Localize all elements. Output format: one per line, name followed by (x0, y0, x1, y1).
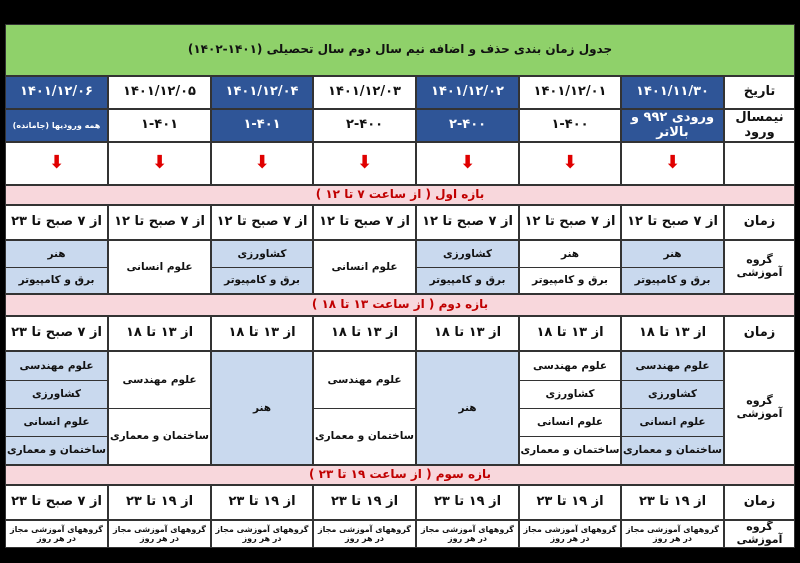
period2-label: بازه دوم ( از ساعت ۱۳ تا ۱۸ ) (5, 294, 795, 316)
period1-time-cell: از ۷ صبح تا ۱۲ (519, 205, 621, 240)
semester-cell: ۲-۴۰۰ (313, 109, 416, 142)
schedule-title: جدول زمان بندی حذف و اضافه نیم سال دوم سال تحصیلی (۱۴۰۱-۱۴۰۲) (5, 24, 795, 76)
group-item: علوم انسانی (126, 260, 193, 273)
period1-time-cell: از ۷ صبح تا ۱۲ (621, 205, 724, 240)
group-item: ساختمان و معماری (109, 408, 210, 464)
group-item: علوم مهندسی (532, 359, 608, 372)
period3-group-cell: گروههای آموزشی مجاز در هر روز (416, 520, 519, 548)
group-item: علوم انسانی (331, 260, 398, 273)
group-item: کشاورزی (443, 247, 492, 260)
group-item: کشاورزی (622, 380, 723, 408)
group-item: علوم مهندسی (327, 373, 402, 386)
period3-time-label: زمان (724, 485, 795, 520)
period3-time-cell: از ۱۹ تا ۲۳ (108, 485, 211, 520)
semester-cell: ۱-۴۰۱ (211, 109, 313, 142)
date-cell: ۱۴۰۱/۱۲/۰۱ (519, 76, 621, 109)
period2-time-cell: از ۱۳ تا ۱۸ (211, 316, 313, 351)
group-item: علوم انسانی (6, 408, 107, 436)
group-item: علوم مهندسی (19, 359, 94, 372)
period2-time-label: زمان (724, 316, 795, 351)
period2-group-cell (313, 351, 416, 465)
date-cell: ۱۴۰۱/۱۲/۰۳ (313, 76, 416, 109)
period3-group-cell: گروههای آموزشی مجاز در هر روز (621, 520, 724, 548)
down-arrow-icon: ⬇ (313, 142, 416, 185)
semester-cell: ۱-۴۰۱ (108, 109, 211, 142)
period3-time-cell: از ۱۹ تا ۲۳ (211, 485, 313, 520)
period1-group-cell (211, 240, 313, 294)
period2-time-cell: از ۱۳ تا ۱۸ (416, 316, 519, 351)
group-item: هنر (663, 247, 682, 260)
group-item: علوم انسانی (520, 408, 620, 436)
semester-cell: ورودی ۹۹۲ و بالاتر (621, 109, 724, 142)
group-item: ساختمان و معماری (520, 436, 620, 464)
semester-cell: ۱-۴۰۰ (519, 109, 621, 142)
period3-group-cell: گروههای آموزشی مجاز در هر روز (519, 520, 621, 548)
down-arrow-icon: ⬇ (621, 142, 724, 185)
period3-group-label: گروه آموزشی (724, 520, 795, 548)
period2-group-cell (416, 351, 519, 465)
down-arrow-icon: ⬇ (211, 142, 313, 185)
period1-time-cell: از ۷ صبح تا ۱۲ (313, 205, 416, 240)
period2-group-label: گروه آموزشی (724, 351, 795, 465)
period1-group-cell (621, 240, 724, 294)
group-item: کشاورزی (520, 380, 620, 408)
group-item: علوم مهندسی (635, 359, 710, 372)
date-cell: ۱۴۰۱/۱۲/۰۵ (108, 76, 211, 109)
down-arrow-icon: ⬇ (108, 142, 211, 185)
group-item: هنر (458, 401, 477, 414)
group-item: ساختمان و معماری (314, 408, 415, 464)
group-item: برق و کامپیوتر (520, 267, 620, 293)
group-item: برق و کامپیوتر (622, 267, 723, 293)
down-arrow-icon: ⬇ (519, 142, 621, 185)
period1-time-cell: از ۷ صبح تا ۲۳ (5, 205, 108, 240)
period3-label: بازه سوم ( از ساعت ۱۹ تا ۲۳ ) (5, 465, 795, 485)
date-cell: ۱۴۰۱/۱۲/۰۴ (211, 76, 313, 109)
period2-time-cell: از ۱۳ تا ۱۸ (621, 316, 724, 351)
period2-group-cell (211, 351, 313, 465)
period1-time-label: زمان (724, 205, 795, 240)
period3-time-cell: از ۱۹ تا ۲۳ (313, 485, 416, 520)
down-arrow-icon: ⬇ (5, 142, 108, 185)
label-semester: نیمسال ورود (724, 109, 795, 142)
group-item: ساختمان و معماری (6, 436, 107, 464)
group-item: ساختمان و معماری (622, 436, 723, 464)
period2-group-cell (519, 351, 621, 465)
period1-time-cell: از ۷ صبح تا ۱۲ (416, 205, 519, 240)
period3-group-cell: گروههای آموزشی مجاز در هر روز (211, 520, 313, 548)
group-item: علوم انسانی (622, 408, 723, 436)
group-item: برق و کامپیوتر (6, 267, 107, 293)
period1-label: بازه اول ( از ساعت ۷ تا ۱۲ ) (5, 185, 795, 205)
period2-group-cell (108, 351, 211, 465)
period3-time-cell: از ۱۹ تا ۲۳ (416, 485, 519, 520)
group-item: کشاورزی (237, 247, 287, 260)
group-item: علوم مهندسی (122, 373, 197, 386)
period2-time-cell: از ۱۳ تا ۱۸ (108, 316, 211, 351)
period2-time-cell: از ۷ صبح تا ۲۳ (5, 316, 108, 351)
period3-group-cell: گروههای آموزشی مجاز در هر روز (313, 520, 416, 548)
semester-cell: همه ورودیها (جامانده) (5, 109, 108, 142)
group-item: برق و کامپیوتر (417, 267, 518, 293)
date-cell: ۱۴۰۱/۱۲/۰۶ (5, 76, 108, 109)
period3-time-cell: از ۱۹ تا ۲۳ (519, 485, 621, 520)
period3-time-cell: از ۱۹ تا ۲۳ (621, 485, 724, 520)
period1-group-cell (5, 240, 108, 294)
period2-group-cell (5, 351, 108, 465)
period3-time-cell: از ۷ صبح تا ۲۳ (5, 485, 108, 520)
period3-group-cell: گروههای آموزشی مجاز در هر روز (5, 520, 108, 548)
group-item: کشاورزی (6, 380, 107, 408)
period1-group-label: گروه آموزشی (724, 240, 795, 294)
schedule-sheet (5, 24, 795, 548)
group-item: هنر (560, 247, 580, 260)
period2-time-cell: از ۱۳ تا ۱۸ (313, 316, 416, 351)
period3-group-cell: گروههای آموزشی مجاز در هر روز (108, 520, 211, 548)
period1-time-cell: از ۷ صبح تا ۱۲ (211, 205, 313, 240)
down-arrow-icon: ⬇ (416, 142, 519, 185)
period1-group-cell (416, 240, 519, 294)
period2-group-cell (621, 351, 724, 465)
period2-time-cell: از ۱۳ تا ۱۸ (519, 316, 621, 351)
group-item: برق و کامپیوتر (212, 267, 312, 293)
period1-time-cell: از ۷ صبح تا ۱۲ (108, 205, 211, 240)
date-cell: ۱۴۰۱/۱۱/۳۰ (621, 76, 724, 109)
date-cell: ۱۴۰۱/۱۲/۰۲ (416, 76, 519, 109)
period1-group-cell (313, 240, 416, 294)
group-item: هنر (47, 247, 66, 260)
label-arrow-row (724, 142, 795, 185)
semester-cell: ۲-۴۰۰ (416, 109, 519, 142)
period1-group-cell (519, 240, 621, 294)
group-item: هنر (252, 401, 272, 414)
label-date: تاریخ (724, 76, 795, 109)
period1-group-cell (108, 240, 211, 294)
